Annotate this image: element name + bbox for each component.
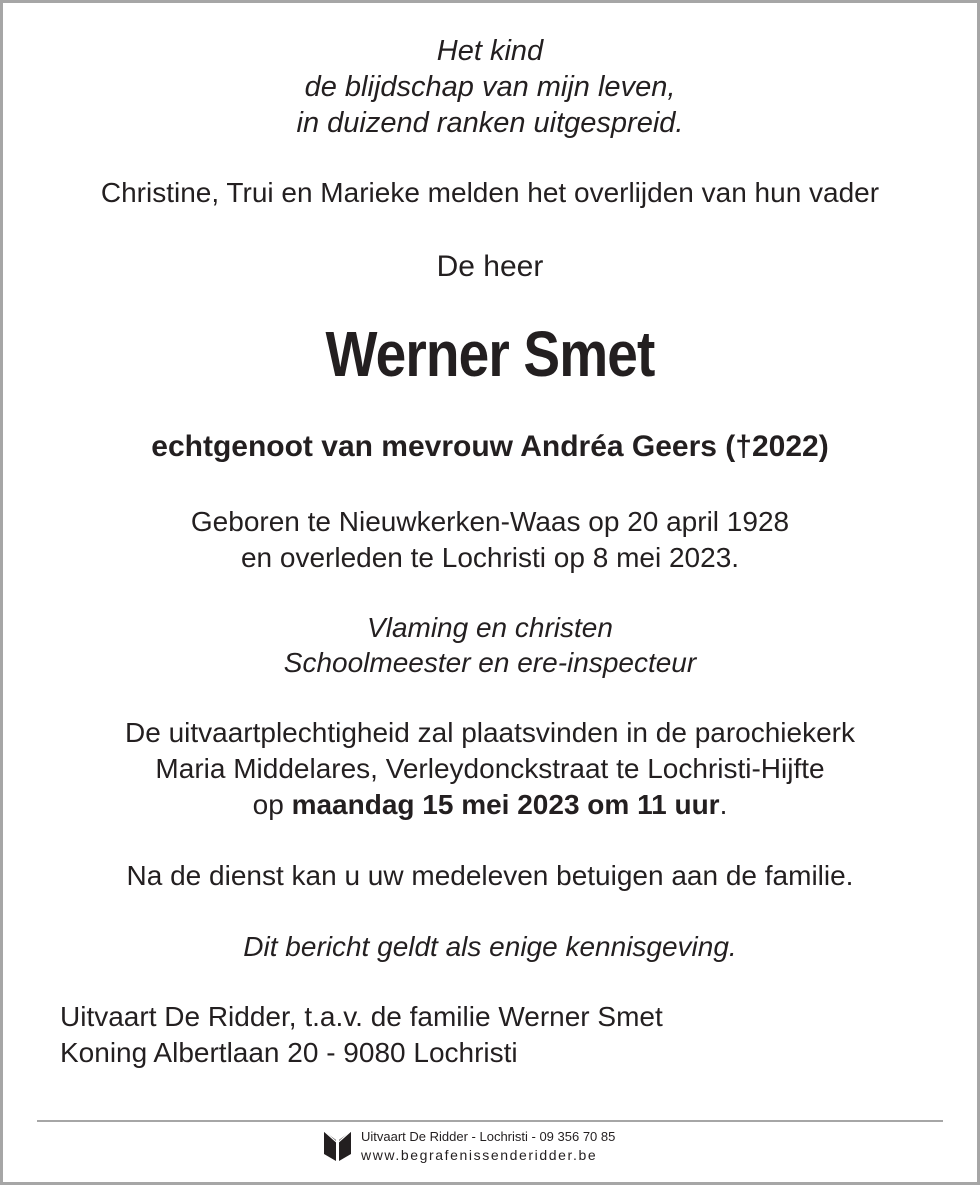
birth-line: Geboren te Nieuwkerken-Waas op 20 april 1928 <box>190 506 790 537</box>
undertaker-address <box>60 999 663 1071</box>
undertaker-line-1: Uitvaart De Ridder, t.a.v. de familie Werner Smet <box>60 1001 663 1032</box>
footer-divider <box>37 1120 943 1122</box>
poem-line-1: Het kind <box>436 35 544 67</box>
ceremony-suffix: . <box>719 789 728 820</box>
qualities <box>3 610 977 680</box>
ceremony-datetime: maandag 15 mei 2023 om 11 uur <box>291 789 720 820</box>
footer-website-link[interactable]: www.begrafenissenderidder.be <box>361 1147 598 1163</box>
ceremony-prefix: op <box>252 789 292 820</box>
poem <box>3 33 977 141</box>
condolences-text: Na de dienst kan u uw medeleven betuigen aan de familie. <box>126 860 854 891</box>
salutation: De heer <box>436 250 544 283</box>
footer-contact <box>361 1128 615 1164</box>
ceremony-line-1: De uitvaartplechtigheid zal plaatsvinden in de parochiekerk <box>125 717 855 748</box>
quality-line-2: Schoolmeester en ere-inspecteur <box>283 647 697 678</box>
footer-company-line: Uitvaart De Ridder - Lochristi - 09 356 70 85 <box>361 1129 616 1144</box>
notice-text: Dit bericht geldt als enige kennisgeving. <box>243 931 737 962</box>
ceremony-line-3 <box>3 787 977 823</box>
poem-line-3: in duizend ranken uitgespreid. <box>296 107 684 139</box>
ceremony-line-2: Maria Middelares, Verleydonckstraat te Lochristi-Hijfte <box>155 753 825 784</box>
birth-death-dates <box>3 504 977 576</box>
funeral-ceremony <box>3 715 977 823</box>
de-ridder-logo-icon <box>323 1130 352 1162</box>
quality-line-1: Vlaming en christen <box>367 612 613 643</box>
intro-text: Christine, Trui en Marieke melden het overlijden van hun vader <box>100 177 880 208</box>
death-line: en overleden te Lochristi op 8 mei 2023. <box>240 542 740 573</box>
spouse-line: echtgenoot van mevrouw Andréa Geers (†2022) <box>151 430 829 463</box>
deceased-name: Werner Smet <box>325 318 655 390</box>
poem-line-2: de blijdschap van mijn leven, <box>304 71 676 103</box>
undertaker-line-2: Koning Albertlaan 20 - 9080 Lochristi <box>60 1037 518 1068</box>
